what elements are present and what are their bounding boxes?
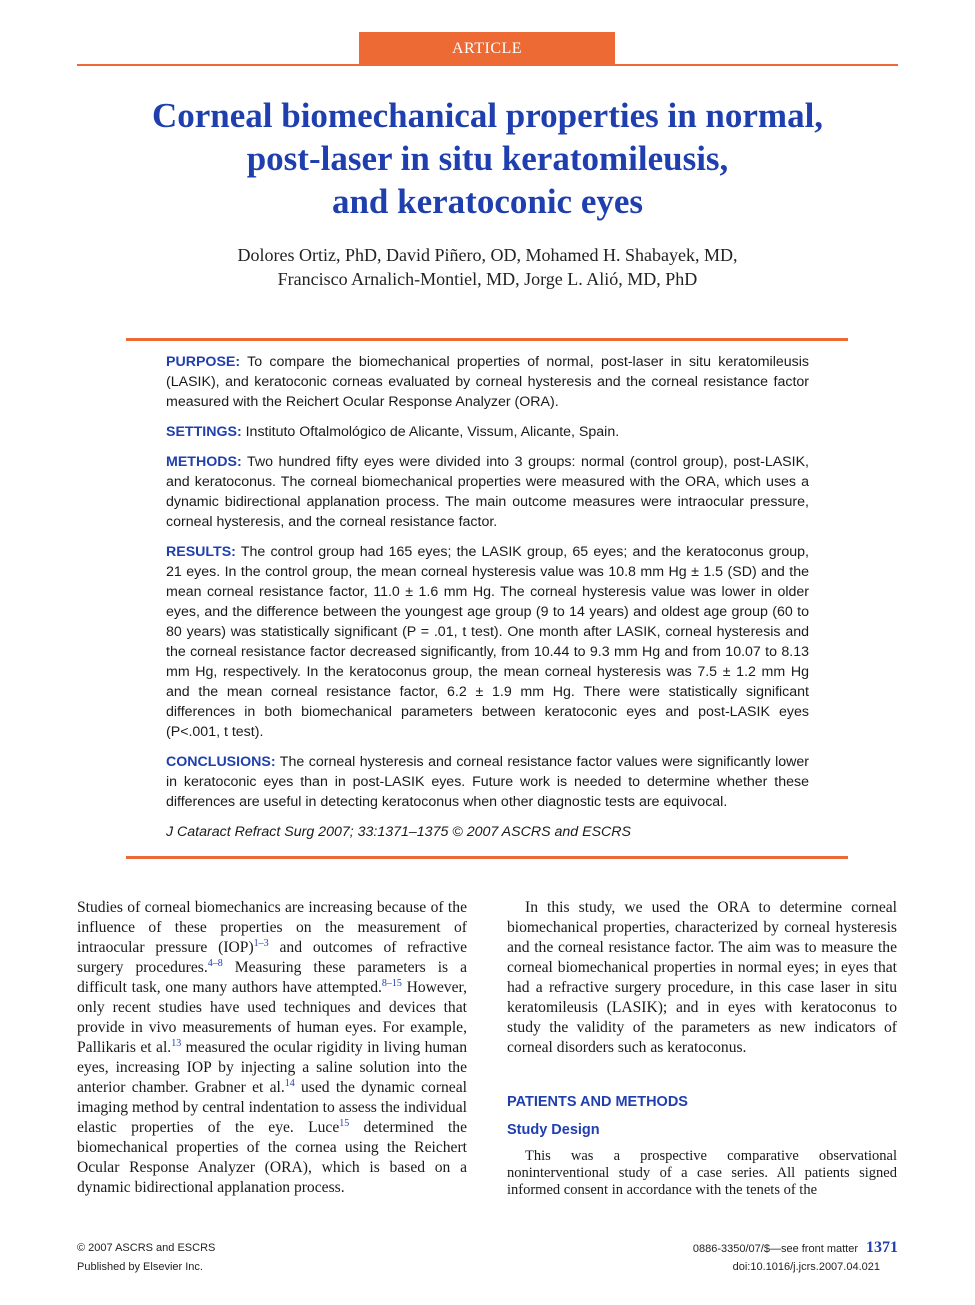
abstract-purpose: [166, 352, 809, 412]
footer-issn: 0886-3350/07/$—see front matter: [692, 1243, 858, 1255]
title-line: Corneal biomechanical properties in normal,: [151, 96, 824, 135]
conclusions-label: CONCLUSIONS:: [166, 754, 276, 770]
settings-label: SETTINGS:: [166, 424, 242, 440]
title-line: and keratoconic eyes: [331, 182, 644, 221]
aim-paragraph: In this study, we used the ORA to determine corneal biomechanical properties, characterized by corneal hysteresis and the corneal resistance factor. The aim was to measure the corneal biomechanical properties in normal eyes; in eyes that had a refractive surgery procedure, in this case laser in situ keratomileusis (LASIK); and in eyes with keratoconus to study the validity of the parameters as new indicators of corneal disorders such as keratoconus.: [507, 899, 897, 1056]
footer-issn-block: [693, 1239, 898, 1257]
reference-link[interactable]: 14: [284, 1077, 295, 1089]
reference-link[interactable]: 4–8: [207, 957, 223, 969]
results-label: RESULTS:: [166, 544, 236, 560]
reference-link[interactable]: 8–15: [381, 977, 402, 989]
body-column-right: [507, 898, 897, 1199]
text-span: used the dynamic corneal imaging method by central indentation to assess the individual elastic properties of the eye. Luce: [77, 1079, 467, 1136]
title-line: post-laser in situ keratomileusis,: [246, 139, 729, 178]
text-span: determined the biomechanical properties of the cornea using the Reichert Ocular Response Analyzer (ORA), which is based on a dynamic bidirectional applanation process.: [77, 1119, 467, 1196]
author-line: Francisco Arnalich-Montiel, MD, Jorge L. Alió, MD, PhD: [277, 269, 698, 289]
header-rule: [77, 64, 898, 66]
methods-text: Two hundred fifty eyes were divided into 3 groups: normal (control group), post-LASIK, and keratoconus. The corneal biomechanical properties were measured with the ORA, which uses a dynamic bidirectional applanation process. The main outcome measures were intraocular pressure, corneal hysteresis, and the corneal resistance factor.: [166, 454, 809, 530]
text-span: and outcomes of refractive surgery procedures.: [77, 939, 467, 976]
text-span: measured the ocular rigidity in living human eyes, increasing IOP by injecting a saline solution into the anterior chamber. Grabner et al.: [77, 1039, 468, 1096]
text-span: However, only recent studies have used techniques and devices that provide in vivo measurements of human eyes. For example, Pallikaris et al.: [77, 979, 467, 1056]
text-span: Studies of corneal biomechanics are increasing because of the influence of these properties on the measurement of intraocular pressure (IOP): [77, 899, 467, 956]
footer-copyright: © 2007 ASCRS and ESCRS: [77, 1242, 216, 1254]
abstract-settings: [166, 422, 809, 442]
author-list: [77, 243, 898, 291]
results-text: The control group had 165 eyes; the LASIK group, 65 eyes; and the keratoconus group, 21 eyes. In the control group, the mean corneal hysteresis value was 10.8 mm Hg ± 1.5 (SD) and the mean corneal resistance factor, 11.0 ± 1.6 mm Hg. The corneal hysteresis value was lower in older eyes, and the difference between the youngest age group (9 to 14 years) and oldest age group (60 to 80 years) was statistically significant (P = .01, t test). One month after LASIK, corneal hysteresis and the corneal resistance factor decreased significantly, from 10.44 to 9.3 mm Hg and from 10.07 to 8.13 mm Hg, respectively. In the keratoconus group, the mean corneal hysteresis was 7.5 ± 1.2 mm Hg and the mean corneal resistance factor, 6.2 ± 1.9 mm Hg. There were statistically significant differences in both biomechanical parameters between keratoconic eyes and post-LASIK eyes (P<.001, t test).: [166, 544, 809, 740]
abstract-conclusions: [166, 752, 809, 812]
journal-citation: J Cataract Refract Surg 2007; 33:1371–1375 © 2007 ASCRS and ESCRS: [166, 824, 631, 840]
intro-paragraph: [77, 898, 467, 1198]
reference-link[interactable]: 13: [171, 1037, 182, 1049]
footer-doi[interactable]: doi:10.1016/j.jcrs.2007.04.021: [732, 1261, 880, 1273]
abstract-results: [166, 542, 809, 742]
page-number: 1371: [866, 1239, 898, 1256]
article-type-tag: ARTICLE: [359, 32, 615, 65]
section-heading: PATIENTS AND METHODS: [507, 1094, 688, 1110]
article-title: [77, 94, 898, 223]
footer-publisher: Published by Elsevier Inc.: [77, 1261, 203, 1273]
reference-link[interactable]: 15: [339, 1117, 350, 1129]
conclusions-text: The corneal hysteresis and corneal resistance factor values were significantly lower in keratoconic eyes than in post-LASIK eyes. Future work is needed to determine whether these differences are useful in detecting keratoconus when other diagnostic tests are equivocal.: [166, 754, 809, 810]
abstract: [166, 352, 809, 852]
author-line: Dolores Ortiz, PhD, David Piñero, OD, Mohamed H. Shabayek, MD,: [237, 245, 738, 265]
body-column-left: [77, 898, 467, 1198]
purpose-text: To compare the biomechanical properties of normal, post-laser in situ keratomileusis (LASIK), and keratoconic corneas evaluated by corneal hysteresis and the corneal resistance factor measured with the Reichert Ocular Response Analyzer (ORA).: [166, 354, 809, 410]
methods-label: METHODS:: [166, 454, 242, 470]
study-design-paragraph: This was a prospective comparative observational noninterventional study of a case series. All patients signed informed consent in accordance with the tenets of the: [507, 1148, 897, 1198]
purpose-label: PURPOSE:: [166, 354, 241, 370]
settings-text: Instituto Oftalmológico de Alicante, Vissum, Alicante, Spain.: [241, 424, 620, 440]
abstract-bottom-rule: [126, 856, 848, 859]
abstract-methods: [166, 452, 809, 532]
subsection-heading: Study Design: [507, 1122, 600, 1138]
text-span: Measuring these parameters is a difficult task, one many authors have attempted.: [77, 959, 467, 996]
reference-link[interactable]: 1–3: [253, 937, 269, 949]
abstract-top-rule: [126, 338, 848, 341]
